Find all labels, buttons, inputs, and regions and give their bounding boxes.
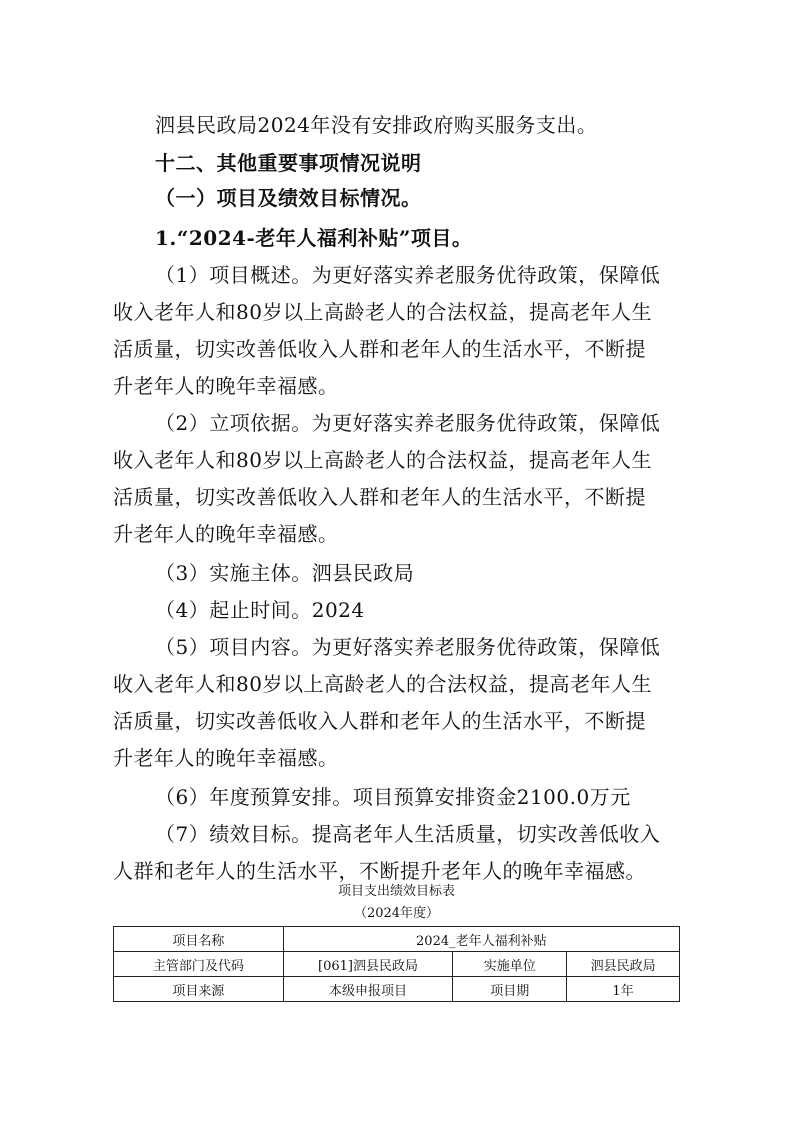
paragraph-line: （3）实施主体。泗县民政局 xyxy=(155,561,415,585)
table-label-cell: 项目来源 xyxy=(114,977,284,1002)
table-label-cell: 主管部门及代码 xyxy=(114,952,284,977)
table-row xyxy=(114,952,680,977)
table-label-cell: 项目期 xyxy=(453,977,567,1002)
table-value-cell: 2024_老年人福利补贴 xyxy=(283,927,679,952)
table-title: 项目支出绩效目标表 xyxy=(337,884,455,899)
table-label-cell: 实施单位 xyxy=(453,952,567,977)
paragraph-line: （1）项目概述。为更好落实养老服务优待政策，保障低 xyxy=(155,263,661,287)
paragraph-line: （6）年度预算安排。项目预算安排资金2100.0万元 xyxy=(155,785,631,809)
table-value-cell: 1年 xyxy=(567,977,680,1002)
subsection-heading: （一）项目及绩效目标情况。 xyxy=(155,186,422,210)
paragraph-line: 人群和老年人的生活水平，不断提升老年人的晚年幸福感。 xyxy=(113,859,646,883)
project-heading: 1.“2024-老年人福利补贴”项目。 xyxy=(155,226,473,250)
table-row xyxy=(114,977,680,1002)
table-row xyxy=(114,927,680,952)
paragraph-line: 升老年人的晚年幸福感。 xyxy=(113,746,339,770)
performance-goal-table xyxy=(113,926,680,1002)
paragraph-line: （2）立项依据。为更好落实养老服务优待政策，保障低 xyxy=(155,411,661,435)
paragraph-line: 活质量，切实改善低收入人群和老年人的生活水平，不断提 xyxy=(113,485,646,509)
table-value-cell: 本级申报项目 xyxy=(283,977,453,1002)
paragraph-line: 升老年人的晚年幸福感。 xyxy=(113,374,339,398)
table-label-cell: 项目名称 xyxy=(114,927,284,952)
section-heading: 十二、其他重要事项情况说明 xyxy=(155,151,422,175)
table-subtitle: （2024年度） xyxy=(353,906,440,921)
paragraph-line: 升老年人的晚年幸福感。 xyxy=(113,522,339,546)
paragraph-line: （5）项目内容。为更好落实养老服务优待政策，保障低 xyxy=(155,635,661,659)
paragraph-line: 活质量，切实改善低收入人群和老年人的生活水平，不断提 xyxy=(113,709,646,733)
paragraph-line: 收入老年人和80岁以上高龄老人的合法权益，提高老年人生 xyxy=(113,448,652,472)
paragraph-line: （4）起止时间。2024 xyxy=(155,598,365,622)
paragraph-line: （7）绩效目标。提高老年人生活质量，切实改善低收入 xyxy=(155,822,661,846)
paragraph-line: 收入老年人和80岁以上高龄老人的合法权益，提高老年人生 xyxy=(113,300,652,324)
table-value-cell: [061]泗县民政局 xyxy=(283,952,453,977)
paragraph-line: 活质量，切实改善低收入人群和老年人的生活水平，不断提 xyxy=(113,337,646,361)
paragraph-line: 泗县民政局2024年没有安排政府购买服务支出。 xyxy=(155,113,598,137)
paragraph-line: 收入老年人和80岁以上高龄老人的合法权益，提高老年人生 xyxy=(113,672,652,696)
table-value-cell: 泗县民政局 xyxy=(567,952,680,977)
